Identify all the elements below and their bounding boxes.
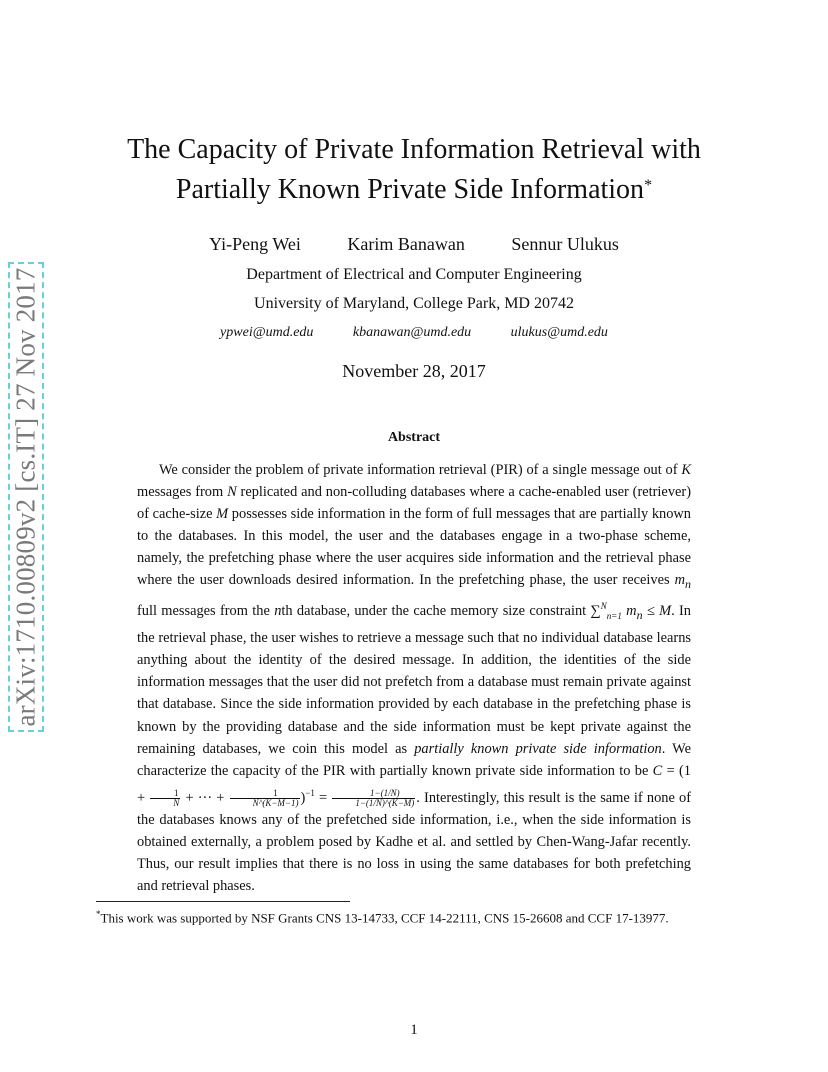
abstract-heading: Abstract	[387, 430, 441, 445]
footnote-mark: *	[96, 909, 101, 919]
abstract-body	[137, 459, 691, 897]
author-email: ypwei@umd.edu	[220, 325, 314, 340]
arxiv-identifier: arXiv:1710.00809v2 [cs.IT] 27 Nov 2017	[10, 267, 41, 727]
title-line-2-text: Partially Known Private Side Information	[175, 174, 645, 205]
author-email: kbanawan@umd.edu	[352, 325, 472, 340]
paper-date: November 28, 2017	[342, 361, 486, 381]
cache-constraint: ∑$^N_{n=1}$ $m_n \le M$	[590, 601, 672, 623]
italic-phrase: partially known private side information	[414, 740, 662, 757]
title-line-1: The Capacity of Private Information Retrieval with	[127, 134, 701, 165]
author-list	[0, 234, 828, 255]
email-list	[0, 325, 828, 341]
abstract-paragraph: We consider the problem of private information retrieval (PIR) of a single message out of K messages from N replicated and non-colluding databases where a cache-enabled user (retriever) of cache-size M possesses side information in the form of full messages that are partially known to the databases. In this model, the user and the databases engage in a two-phase scheme, namely, the prefetching phase where the user acquires side information and the retrieval phase where the user downloads desired information. In the prefetching phase, the user receives $m_n$ full messages from the nth database, under the cache memory size constraint ∑$^N_{n=1}$ $m_n \le M$. In the retrieval phase, the user wishes to retrieve a message such that no individual database learns anything about the identity of the desired message. In addition, the identities of the side information messages that the user did not prefetch from a database must remain private against that database. Since the side information provided by each database in the prefetching phase is known by the providing database and the side information must be kept private against the remaining databases, we coin this model as partially known private side information. We characterize the capacity of the PIR with partially known private side information to be C = (1 + $\frac{1}{N}$ + ··· + $\frac{1}{N\^{}(K-M-1)}$ )$^{-1}$ = $\frac{1-(1/N)}{1-(1/N)\^{}(K-M)}$ . Interestingly, this result is the same if none of the databases knows any of the prefetched side information, i.e., when the side information is obtained externally, a problem posed by Kadhe et al. and settled by Chen-Wang-Jafar recently. Thus, our result implies that there is no loss in using the same databases for both prefetching and retrieval phases.	[137, 462, 692, 895]
footnote-text: This work was supported by NSF Grants CNS 13-14733, CCF 14-22111, CNS 15-26608 and CCF 17-13977.	[100, 910, 669, 926]
footnote-rule	[96, 901, 350, 902]
title-line-2	[0, 170, 828, 210]
author-name: Karim Banawan	[347, 234, 465, 254]
author-email: ulukus@umd.edu	[510, 325, 608, 340]
title-footnote-mark: *	[644, 177, 653, 194]
capacity-formula: C = (1 + $\frac{1}{N}$ + ··· + $\frac{1}{N\^{}(K-M-1)}$ )$^{-1}$ = $\frac{1-(1/N)}{1-(1/N)\^{}(K-M)}$	[137, 762, 691, 808]
footnote	[96, 905, 732, 927]
author-name: Yi-Peng Wei	[209, 234, 301, 254]
university: University of Maryland, College Park, MD 20742	[254, 295, 574, 312]
author-name: Sennur Ulukus	[511, 234, 619, 254]
paper-title	[0, 130, 828, 210]
department: Department of Electrical and Computer Engineering	[246, 266, 582, 283]
page-number: 1	[410, 1022, 418, 1038]
